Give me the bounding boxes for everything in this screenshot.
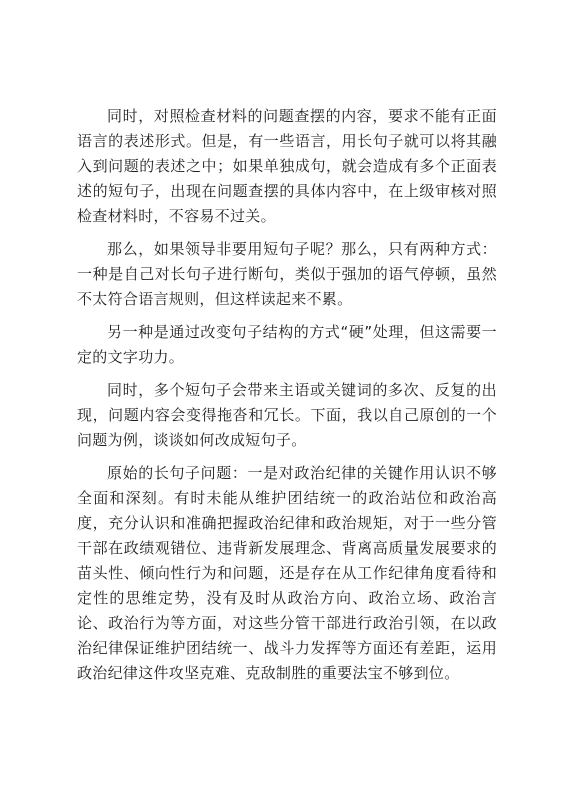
paragraph-5: 原始的长句子问题：一是对政治纪律的关键作用认识不够全面和深刻。有时未能从维护团结统一的政治站位和政治高度，充分认识和准确把握政治纪律和政治规矩，对于一些分管干部在政绩观错位、违背新发展理念、背离高质量发展要求的苗头性、倾向性行为和问题，还是存在从工作纪律角度看待和定性的思维定势，没有及时从政治方向、政治立场、政治言论、政治行为等方面，对这些分管干部进行政治引领，在以政治纪律保证维护团结统一、战斗力发挥等方面还有差距，运用政治纪律这件攻坚克难、克敌制胜的重要法宝不够到位。 [77,464,497,682]
paragraph-2: 那么，如果领导非要用短句子呢？那么，只有两种方式：一种是自己对长句子进行断句，类似于强加的语气停顿，虽然不太符合语言规则，但这样读起来不累。 [77,240,497,308]
paragraph-1: 同时，对照检查材料的问题查摆的内容，要求不能有正面语言的表述形式。但是，有一些语言，用长句子就可以将其融入到问题的表述之中；如果单独成句，就会造成有多个正面表述的短句子，出现在问题查摆的具体内容中，在上级审核对照检查材料时，不容易不过关。 [77,107,497,225]
paragraph-3: 另一种是通过改变句子结构的方式“硬”处理，但这需要一定的文字功力。 [77,323,497,366]
paragraph-4: 同时，多个短句子会带来主语或关键词的多次、反复的出现，问题内容会变得拖沓和冗长。下面，我以自己原创的一个问题为例，谈谈如何改成短句子。 [77,381,497,449]
document-body [77,104,497,694]
